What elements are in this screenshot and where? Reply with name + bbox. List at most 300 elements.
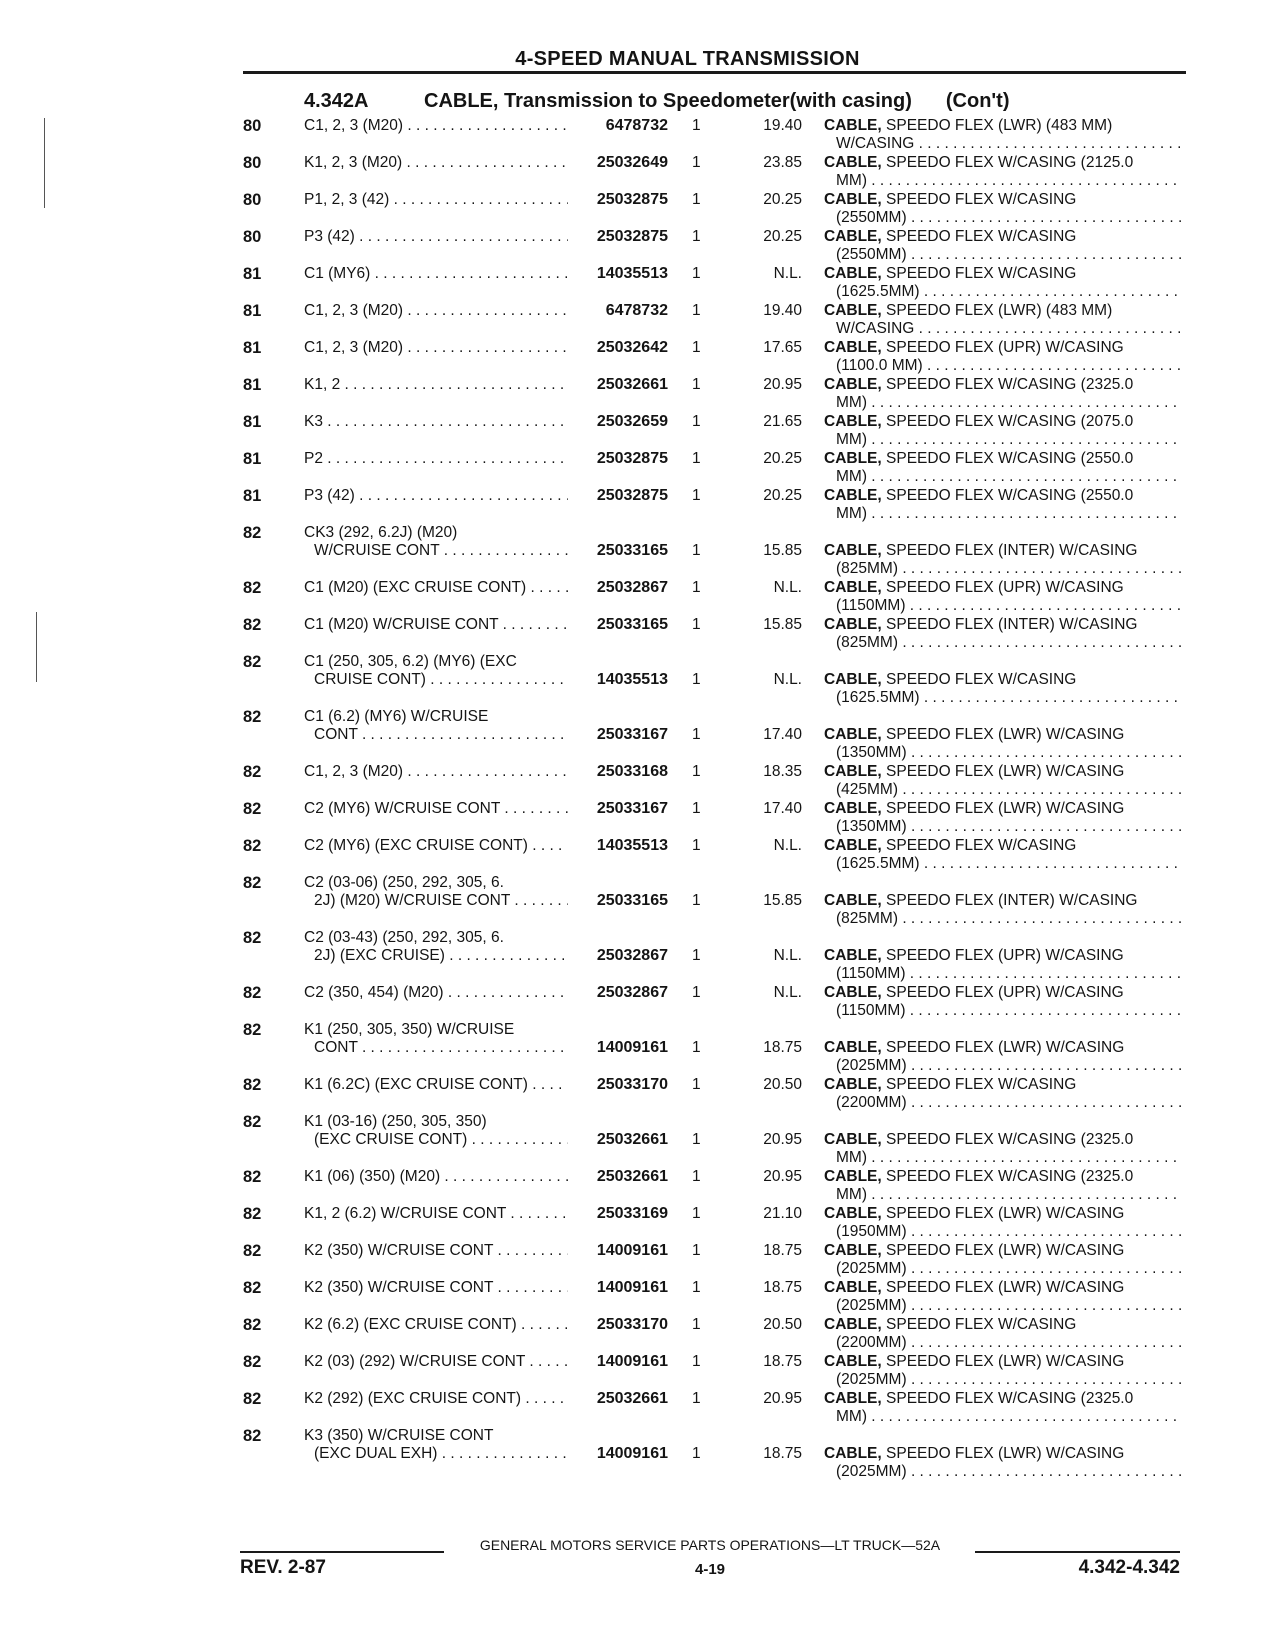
part-number: 25033170 [596,1316,668,1333]
quantity: 1 [692,1205,701,1222]
application-line: P3 (42) . . . [304,487,568,505]
quantity: 1 [692,1076,701,1093]
application-line: P2 . . . [304,450,568,468]
application [304,616,568,634]
description [824,376,1182,412]
description-prefix: CABLE, [824,837,882,854]
part-number: 25032867 [596,947,668,964]
description-prefix: CABLE, [824,892,882,909]
application-line: K3 . . . [304,413,568,431]
quantity: 1 [692,1353,701,1370]
description [824,947,1182,983]
part-number: 6478732 [605,117,668,134]
ref-number: 82 [243,653,262,671]
table-row [0,1113,1280,1168]
part-number: 25032642 [596,339,668,356]
description [824,1039,1182,1075]
description-line [824,1390,1182,1408]
description-text: SPEEDO FLEX W/CASING (2125.0 [886,154,1134,171]
description-line: (2025MM) . . . [824,1297,1182,1315]
description [824,302,1182,338]
quantity: 1 [692,228,701,245]
description-line: (1625.5MM) . . . [824,855,1182,873]
application [304,1205,568,1223]
description [824,892,1182,928]
ref-number: 80 [243,191,262,209]
description-text: SPEEDO FLEX (LWR) W/CASING [886,1039,1125,1056]
description-prefix: CABLE, [824,302,882,319]
description-line: W/CASING . . . [824,320,1182,338]
quantity: 1 [692,376,701,393]
application-line: K1, 2 (6.2) W/CRUISE CONT . . . [304,1205,568,1223]
part-number: 25032661 [596,1390,668,1407]
price: 18.75 [763,1353,802,1370]
description-line [824,339,1182,357]
ref-number: 82 [243,984,262,1002]
description [824,1168,1182,1204]
description-line [824,579,1182,597]
application-line: K1, 2 . . . [304,376,568,394]
price: N.L. [773,947,802,964]
description-prefix: CABLE, [824,1445,882,1462]
description-text: SPEEDO FLEX W/CASING (2325.0 [886,1390,1134,1407]
application-line: 2J) (M20) W/CRUISE CONT . . . [304,892,568,910]
ref-number: 82 [243,1113,262,1131]
description [824,1445,1182,1481]
description-text: SPEEDO FLEX (INTER) W/CASING [886,616,1138,633]
description-prefix: CABLE, [824,947,882,964]
description-text: SPEEDO FLEX (LWR) W/CASING [886,726,1125,743]
price: N.L. [773,265,802,282]
description-prefix: CABLE, [824,984,882,1001]
part-number: 14035513 [596,671,668,688]
quantity: 1 [692,265,701,282]
description-text: SPEEDO FLEX (UPR) W/CASING [886,947,1124,964]
application-line: C1 (MY6) . . . [304,265,568,283]
description-prefix: CABLE, [824,579,882,596]
application-line: 2J) (EXC CRUISE) . . . [304,947,568,965]
table-row [0,117,1280,154]
application [304,653,568,689]
application-line: C2 (03-43) (250, 292, 305, 6. [304,929,504,946]
description-text: SPEEDO FLEX (UPR) W/CASING [886,579,1124,596]
price: 17.65 [763,339,802,356]
page-number: 4-19 [694,1561,726,1578]
description [824,1279,1182,1315]
table-row [0,874,1280,929]
description-line [824,1353,1182,1371]
application [304,1353,568,1371]
part-number: 25032875 [596,450,668,467]
description-line: (2025MM) . . . [824,1260,1182,1278]
part-number: 6478732 [605,302,668,319]
table-row [0,1316,1280,1353]
ref-number: 81 [243,302,262,320]
part-number: 25032661 [596,1131,668,1148]
application-line: K1 (250, 305, 350) W/CRUISE [304,1021,515,1038]
description-line [824,117,1182,135]
revision-label: REV. 2-87 [240,1557,326,1578]
description-line: MM) . . . [824,505,1182,523]
application [304,708,568,744]
description-prefix: CABLE, [824,726,882,743]
description-line: (2025MM) . . . [824,1463,1182,1481]
description-prefix: CABLE, [824,671,882,688]
description-text: SPEEDO FLEX (LWR) W/CASING [886,1279,1125,1296]
ref-number: 82 [243,1242,262,1260]
price: 18.35 [763,763,802,780]
application-line: C1 (M20) W/CRUISE CONT . . . [304,616,568,634]
description-line [824,1445,1182,1463]
table-row [0,339,1280,376]
description-line: (425MM) . . . [824,781,1182,799]
description-text: SPEEDO FLEX (LWR) W/CASING [886,1205,1125,1222]
quantity: 1 [692,413,701,430]
description [824,763,1182,799]
description [824,542,1182,578]
description-line [824,542,1182,560]
description-line [824,1076,1182,1094]
price: N.L. [773,671,802,688]
description-line: (1350MM) . . . [824,744,1182,762]
description-prefix: CABLE, [824,228,882,245]
table-row [0,154,1280,191]
price: 20.95 [763,376,802,393]
description-text: SPEEDO FLEX W/CASING (2075.0 [886,413,1134,430]
price: 21.65 [763,413,802,430]
description [824,1390,1182,1426]
ref-number: 81 [243,487,262,505]
description [824,228,1182,264]
ref-number: 82 [243,837,262,855]
description-prefix: CABLE, [824,1205,882,1222]
description-line: (1150MM) . . . [824,597,1182,615]
price: 20.50 [763,1316,802,1333]
description-line [824,1242,1182,1260]
description-line [824,892,1182,910]
table-row [0,487,1280,524]
ref-number: 82 [243,1205,262,1223]
description-text: SPEEDO FLEX (LWR) (483 MM) [886,302,1113,319]
application-line: K2 (292) (EXC CRUISE CONT) . . . [304,1390,568,1408]
description-line [824,191,1182,209]
application-line: CRUISE CONT) . . . [304,671,568,689]
price: 20.25 [763,191,802,208]
description-line [824,800,1182,818]
table-row [0,376,1280,413]
description-text: SPEEDO FLEX W/CASING [886,1316,1077,1333]
description [824,984,1182,1020]
description-text: SPEEDO FLEX (LWR) W/CASING [886,763,1125,780]
quantity: 1 [692,487,701,504]
description-text: SPEEDO FLEX W/CASING (2325.0 [886,1168,1134,1185]
ref-number: 81 [243,450,262,468]
description-text: SPEEDO FLEX (UPR) W/CASING [886,339,1124,356]
description-line [824,947,1182,965]
part-number: 25033165 [596,892,668,909]
description-line [824,413,1182,431]
description-line: (2550MM) . . . [824,209,1182,227]
quantity: 1 [692,671,701,688]
quantity: 1 [692,726,701,743]
table-row [0,653,1280,708]
part-number: 14009161 [596,1279,668,1296]
quantity: 1 [692,1131,701,1148]
description-text: SPEEDO FLEX W/CASING (2325.0 [886,376,1134,393]
description-line: (825MM) . . . [824,560,1182,578]
price: 20.50 [763,1076,802,1093]
description-line: MM) . . . [824,431,1182,449]
description-line: MM) . . . [824,1149,1182,1167]
application-line: C1, 2, 3 (M20) . . . [304,117,568,135]
price: 21.10 [763,1205,802,1222]
description-text: SPEEDO FLEX W/CASING [886,837,1077,854]
description-text: SPEEDO FLEX (LWR) W/CASING [886,800,1125,817]
table-row [0,708,1280,763]
description-prefix: CABLE, [824,616,882,633]
part-number: 14035513 [596,837,668,854]
part-number: 25032875 [596,228,668,245]
description-prefix: CABLE, [824,117,882,134]
application-line: K3 (350) W/CRUISE CONT [304,1427,494,1444]
description-line: (2200MM) . . . [824,1094,1182,1112]
application [304,1279,568,1297]
application-line: C1, 2, 3 (M20) . . . [304,763,568,781]
description-line [824,726,1182,744]
description-line: (2200MM) . . . [824,1334,1182,1352]
application [304,763,568,781]
application [304,265,568,283]
description-line [824,1316,1182,1334]
application [304,1021,568,1057]
description-prefix: CABLE, [824,1076,882,1093]
application [304,302,568,320]
application-line: P1, 2, 3 (42) . . . [304,191,568,209]
table-row [0,524,1280,579]
table-row [0,1205,1280,1242]
footer-publisher: GENERAL MOTORS SERVICE PARTS OPERATIONS—LT TRUCK—52A [479,1537,941,1553]
description-line: (1100.0 MM) . . . [824,357,1182,375]
ref-number: 82 [243,1390,262,1408]
description-prefix: CABLE, [824,1279,882,1296]
table-row [0,837,1280,874]
description-prefix: CABLE, [824,191,882,208]
price: 15.85 [763,616,802,633]
ref-number: 82 [243,1316,262,1334]
application-line: P3 (42) . . . [304,228,568,246]
application [304,579,568,597]
table-row [0,413,1280,450]
description-prefix: CABLE, [824,376,882,393]
table-row [0,191,1280,228]
ref-number: 82 [243,763,262,781]
application-line: C2 (MY6) W/CRUISE CONT . . . [304,800,568,818]
price: 20.25 [763,228,802,245]
application [304,1390,568,1408]
quantity: 1 [692,1168,701,1185]
ref-number: 80 [243,117,262,135]
description-line [824,376,1182,394]
application [304,524,568,560]
price: 19.40 [763,302,802,319]
description-prefix: CABLE, [824,1242,882,1259]
quantity: 1 [692,1390,701,1407]
quantity: 1 [692,542,701,559]
quantity: 1 [692,302,701,319]
ref-number: 82 [243,616,262,634]
description-line: W/CASING . . . [824,135,1182,153]
description-line [824,154,1182,172]
description-prefix: CABLE, [824,1131,882,1148]
table-row [0,800,1280,837]
table-row [0,1168,1280,1205]
table-row [0,265,1280,302]
application [304,487,568,505]
description [824,1316,1182,1352]
application [304,837,568,855]
price: 18.75 [763,1445,802,1462]
quantity: 1 [692,450,701,467]
footer-rule [975,1551,1180,1553]
header-rule [243,71,1186,74]
description-prefix: CABLE, [824,800,882,817]
quantity: 1 [692,1445,701,1462]
table-row [0,616,1280,653]
continued-label: (Con't) [945,90,1010,112]
table-row [0,450,1280,487]
description-text: SPEEDO FLEX W/CASING [886,671,1077,688]
application [304,800,568,818]
quantity: 1 [692,1039,701,1056]
description [824,1131,1182,1167]
application-line: C2 (MY6) (EXC CRUISE CONT) . . . [304,837,568,855]
description [824,339,1182,375]
part-number: 25032661 [596,1168,668,1185]
description-line [824,487,1182,505]
application-line: C1 (250, 305, 6.2) (MY6) (EXC [304,653,517,670]
application-line: K2 (350) W/CRUISE CONT . . . [304,1279,568,1297]
ref-number: 82 [243,800,262,818]
description-text: SPEEDO FLEX W/CASING (2550.0 [886,487,1134,504]
price: 20.25 [763,450,802,467]
application [304,1168,568,1186]
description-text: SPEEDO FLEX (INTER) W/CASING [886,542,1138,559]
application-line: K2 (03) (292) W/CRUISE CONT . . . [304,1353,568,1371]
application [304,1316,568,1334]
price: 20.95 [763,1168,802,1185]
ref-number: 82 [243,1076,262,1094]
application-line: CONT . . . [304,726,568,744]
quantity: 1 [692,947,701,964]
part-number: 25032659 [596,413,668,430]
price: N.L. [773,984,802,1001]
application-line: K1 (6.2C) (EXC CRUISE CONT) . . . [304,1076,568,1094]
ref-number: 82 [243,1021,262,1039]
part-number: 25033170 [596,1076,668,1093]
ref-number: 82 [243,1168,262,1186]
description-line: (1350MM) . . . [824,818,1182,836]
part-number: 14009161 [596,1242,668,1259]
application [304,339,568,357]
application [304,228,568,246]
application-line: C2 (350, 454) (M20) . . . [304,984,568,1002]
ref-number: 81 [243,339,262,357]
application-line: C1 (6.2) (MY6) W/CRUISE [304,708,489,725]
price: N.L. [773,579,802,596]
quantity: 1 [692,154,701,171]
application [304,1113,568,1149]
description-prefix: CABLE, [824,1316,882,1333]
description-line: (2025MM) . . . [824,1057,1182,1075]
description-line: MM) . . . [824,1186,1182,1204]
quantity: 1 [692,339,701,356]
part-number: 25033168 [596,763,668,780]
description-line [824,1131,1182,1149]
ref-number: 82 [243,1353,262,1371]
table-row [0,228,1280,265]
table-row [0,984,1280,1021]
table-row [0,1279,1280,1316]
price: 15.85 [763,892,802,909]
description-prefix: CABLE, [824,487,882,504]
table-row [0,302,1280,339]
price: 20.95 [763,1390,802,1407]
description-prefix: CABLE, [824,1039,882,1056]
description-line: (1625.5MM) . . . [824,689,1182,707]
description-line: MM) . . . [824,468,1182,486]
description-line [824,763,1182,781]
description-line [824,671,1182,689]
part-number: 25032661 [596,376,668,393]
table-row [0,1390,1280,1427]
part-number: 25032649 [596,154,668,171]
description-text: SPEEDO FLEX W/CASING (2325.0 [886,1131,1134,1148]
price: 23.85 [763,154,802,171]
ref-number: 82 [243,874,262,892]
description [824,579,1182,615]
description-line: (2550MM) . . . [824,246,1182,264]
application [304,413,568,431]
application-line: C1 (M20) (EXC CRUISE CONT) . . . [304,579,568,597]
section-title: CABLE, Transmission to Speedometer(with casing) [424,90,912,112]
table-row [0,1242,1280,1279]
table-row [0,763,1280,800]
part-number: 25032867 [596,579,668,596]
application-line: K1, 2, 3 (M20) . . . [304,154,568,172]
description-prefix: CABLE, [824,1390,882,1407]
description-text: SPEEDO FLEX (LWR) (483 MM) [886,117,1113,134]
description-text: SPEEDO FLEX (UPR) W/CASING [886,984,1124,1001]
description-prefix: CABLE, [824,154,882,171]
quantity: 1 [692,579,701,596]
description [824,726,1182,762]
description-text: SPEEDO FLEX (LWR) W/CASING [886,1242,1125,1259]
quantity: 1 [692,117,701,134]
application-line: K1 (06) (350) (M20) . . . [304,1168,568,1186]
description [824,265,1182,301]
table-row [0,579,1280,616]
quantity: 1 [692,763,701,780]
price: 18.75 [763,1279,802,1296]
description-prefix: CABLE, [824,413,882,430]
price: 18.75 [763,1242,802,1259]
description-line [824,984,1182,1002]
description-line [824,302,1182,320]
description-line: (2025MM) . . . [824,1371,1182,1389]
part-number: 25032875 [596,487,668,504]
description-text: SPEEDO FLEX (INTER) W/CASING [886,892,1138,909]
description-line [824,1039,1182,1057]
